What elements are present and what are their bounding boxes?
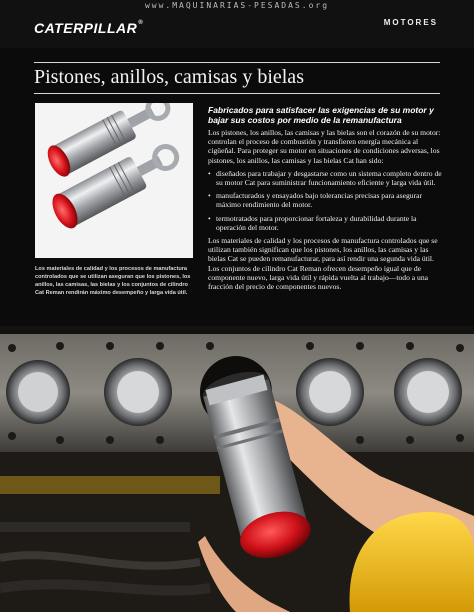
bullet-item: • diseñados para trabajar y desgastarse como un sistema completo dentro de su motor Cat para suministrar funcionamiento eficiente y larga vida útil. (208, 168, 442, 188)
bullet-glyph: • (208, 191, 211, 201)
article-closing: Los materiales de calidad y los procesos de manufactura controlados que se utilizan también significan que los pistones, los anillos, las camisas y las bielas Cat se pueden remanufacturar, para así rendir una segunda vida útil. Los conjuntos de cilindro Cat Reman ofrecen desempeño igual que de componente nuevo, larga vida útil y rápida vuelta al trabajo—todo a una fracción del precio de componentes nuevos. (208, 236, 438, 292)
bullet-item: • termotratados para proporcionar fortaleza y durabilidad durante la operación del motor. (208, 213, 417, 232)
engine-illustration (0, 326, 474, 612)
title-rule-top (34, 62, 440, 63)
bullet-glyph: • (208, 168, 211, 178)
title-rule-bottom (34, 93, 440, 94)
brand-name: CATERPILLAR (34, 20, 138, 36)
pistons-illustration (35, 103, 193, 258)
pistons-photo (35, 103, 193, 258)
bullet-list (208, 169, 444, 232)
caterpillar-logo (34, 20, 143, 36)
article-body (208, 128, 444, 295)
bullet-glyph: • (208, 213, 211, 223)
article-intro: Los pistones, los anillos, las camisas y las bielas son el corazón de su motor: controlan el proceso de combustión y transfieren energía mecánica al cigüeñal. Para proteger su motor en situaciones de condiciones adversas, los pistones, los anillos, las camisas y las bielas Cat han sido: (208, 128, 441, 165)
registered-mark: ® (138, 20, 144, 26)
header-bar (0, 0, 474, 48)
bullet-item: • manufacturados y ensayados bajo tolerancias precisas para asegurar máximo rendimiento del motor. (208, 191, 422, 210)
page-title: Pistones, anillos, camisas y bielas (34, 66, 304, 88)
photo-caption: Los materiales de calidad y los procesos de manufactura controlados que se utilizan aseguran que los pistones, los anillos, las camisas, las bielas y los conjuntos de cilindro Cat Reman rendirán máximo desempeño y larga vida útil. (35, 266, 191, 296)
article-subtitle: Fabricados para satisfacer las exigencias de su motor y bajar sus costos por medio de la remanufactura (208, 105, 434, 125)
watermark: www.MAQUINARIAS-PESADAS.org (144, 1, 330, 10)
section-label: MOTORES (383, 18, 438, 27)
engine-photo (0, 326, 474, 612)
